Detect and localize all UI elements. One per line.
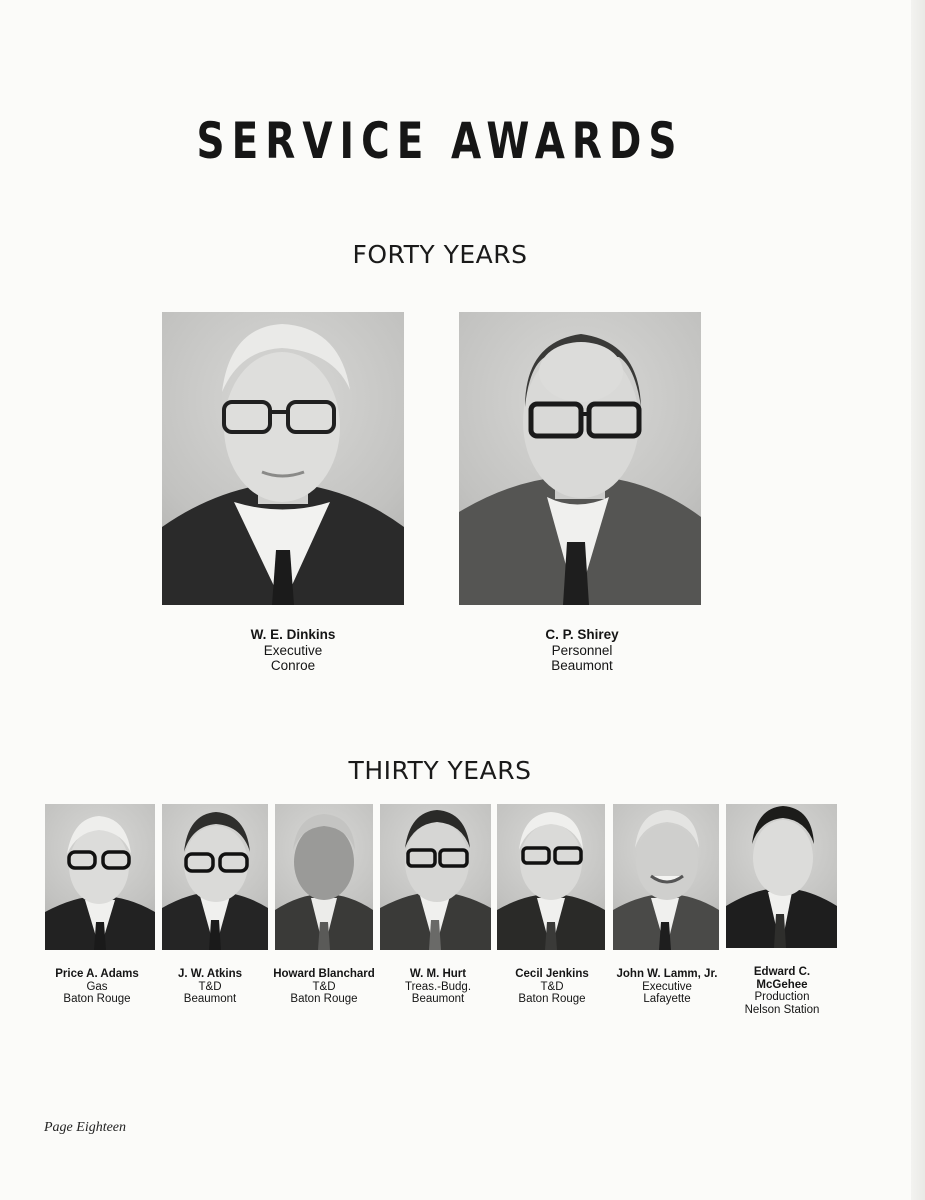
portrait-hurt xyxy=(380,804,491,950)
person-dept: Gas xyxy=(86,980,108,993)
person-dept: Treas.-Budg. xyxy=(404,980,472,993)
portrait-lamm xyxy=(613,804,719,950)
person-dept: T&D xyxy=(312,980,336,993)
person-location: Conroe xyxy=(270,658,316,673)
person-location: Baton Rouge xyxy=(518,993,586,1005)
person-location: Baton Rouge xyxy=(290,993,358,1005)
person-location: Lafayette xyxy=(643,993,691,1005)
portrait-dinkins xyxy=(162,312,404,605)
person-name: Price A. Adams xyxy=(55,968,139,980)
caption-blanchard xyxy=(262,968,386,1006)
caption-hurt xyxy=(376,968,500,1006)
person-dept: Executive xyxy=(263,642,323,658)
caption-jenkins xyxy=(490,968,614,1006)
person-location: Beaumont xyxy=(411,993,465,1005)
caption-mcgehee xyxy=(720,966,844,1016)
person-name: C. P. Shirey xyxy=(545,627,619,642)
person-location: Beaumont xyxy=(551,658,613,673)
portrait-atkins xyxy=(162,804,268,950)
person-name: J. W. Atkins xyxy=(177,968,243,980)
portrait-jenkins xyxy=(497,804,605,950)
person-location: Beaumont xyxy=(183,993,237,1005)
person-name: Cecil Jenkins xyxy=(515,968,589,980)
thirty-years-heading: THIRTY YEARS xyxy=(348,756,532,785)
page-number: Page Eighteen xyxy=(44,1120,127,1135)
forty-years-heading: FORTY YEARS xyxy=(352,240,528,269)
person-dept: Personnel xyxy=(551,642,613,658)
person-dept: T&D xyxy=(540,980,564,993)
caption-shirey xyxy=(492,627,672,674)
caption-lamm xyxy=(605,968,729,1006)
person-dept: T&D xyxy=(198,980,222,993)
person-location: Nelson Station xyxy=(744,1003,820,1016)
person-dept: Executive xyxy=(642,980,692,993)
caption-dinkins xyxy=(203,627,383,674)
page-edge xyxy=(911,0,925,1200)
portrait-shirey xyxy=(459,312,701,605)
portrait-adams xyxy=(45,804,155,950)
person-name: W. E. Dinkins xyxy=(250,627,336,642)
person-name: Howard Blanchard xyxy=(273,968,375,980)
person-name-line1: Edward C. xyxy=(753,966,811,978)
person-dept: Production xyxy=(754,991,810,1003)
person-name: W. M. Hurt xyxy=(409,968,467,980)
page-title: SERVICE AWARDS xyxy=(196,112,684,170)
person-location: Baton Rouge xyxy=(63,993,131,1005)
caption-atkins xyxy=(148,968,272,1006)
person-name-line2: McGehee xyxy=(756,978,808,991)
person-name: John W. Lamm, Jr. xyxy=(616,968,718,980)
caption-adams xyxy=(35,968,159,1006)
portrait-mcgehee xyxy=(726,804,837,948)
portrait-blanchard xyxy=(275,804,373,950)
